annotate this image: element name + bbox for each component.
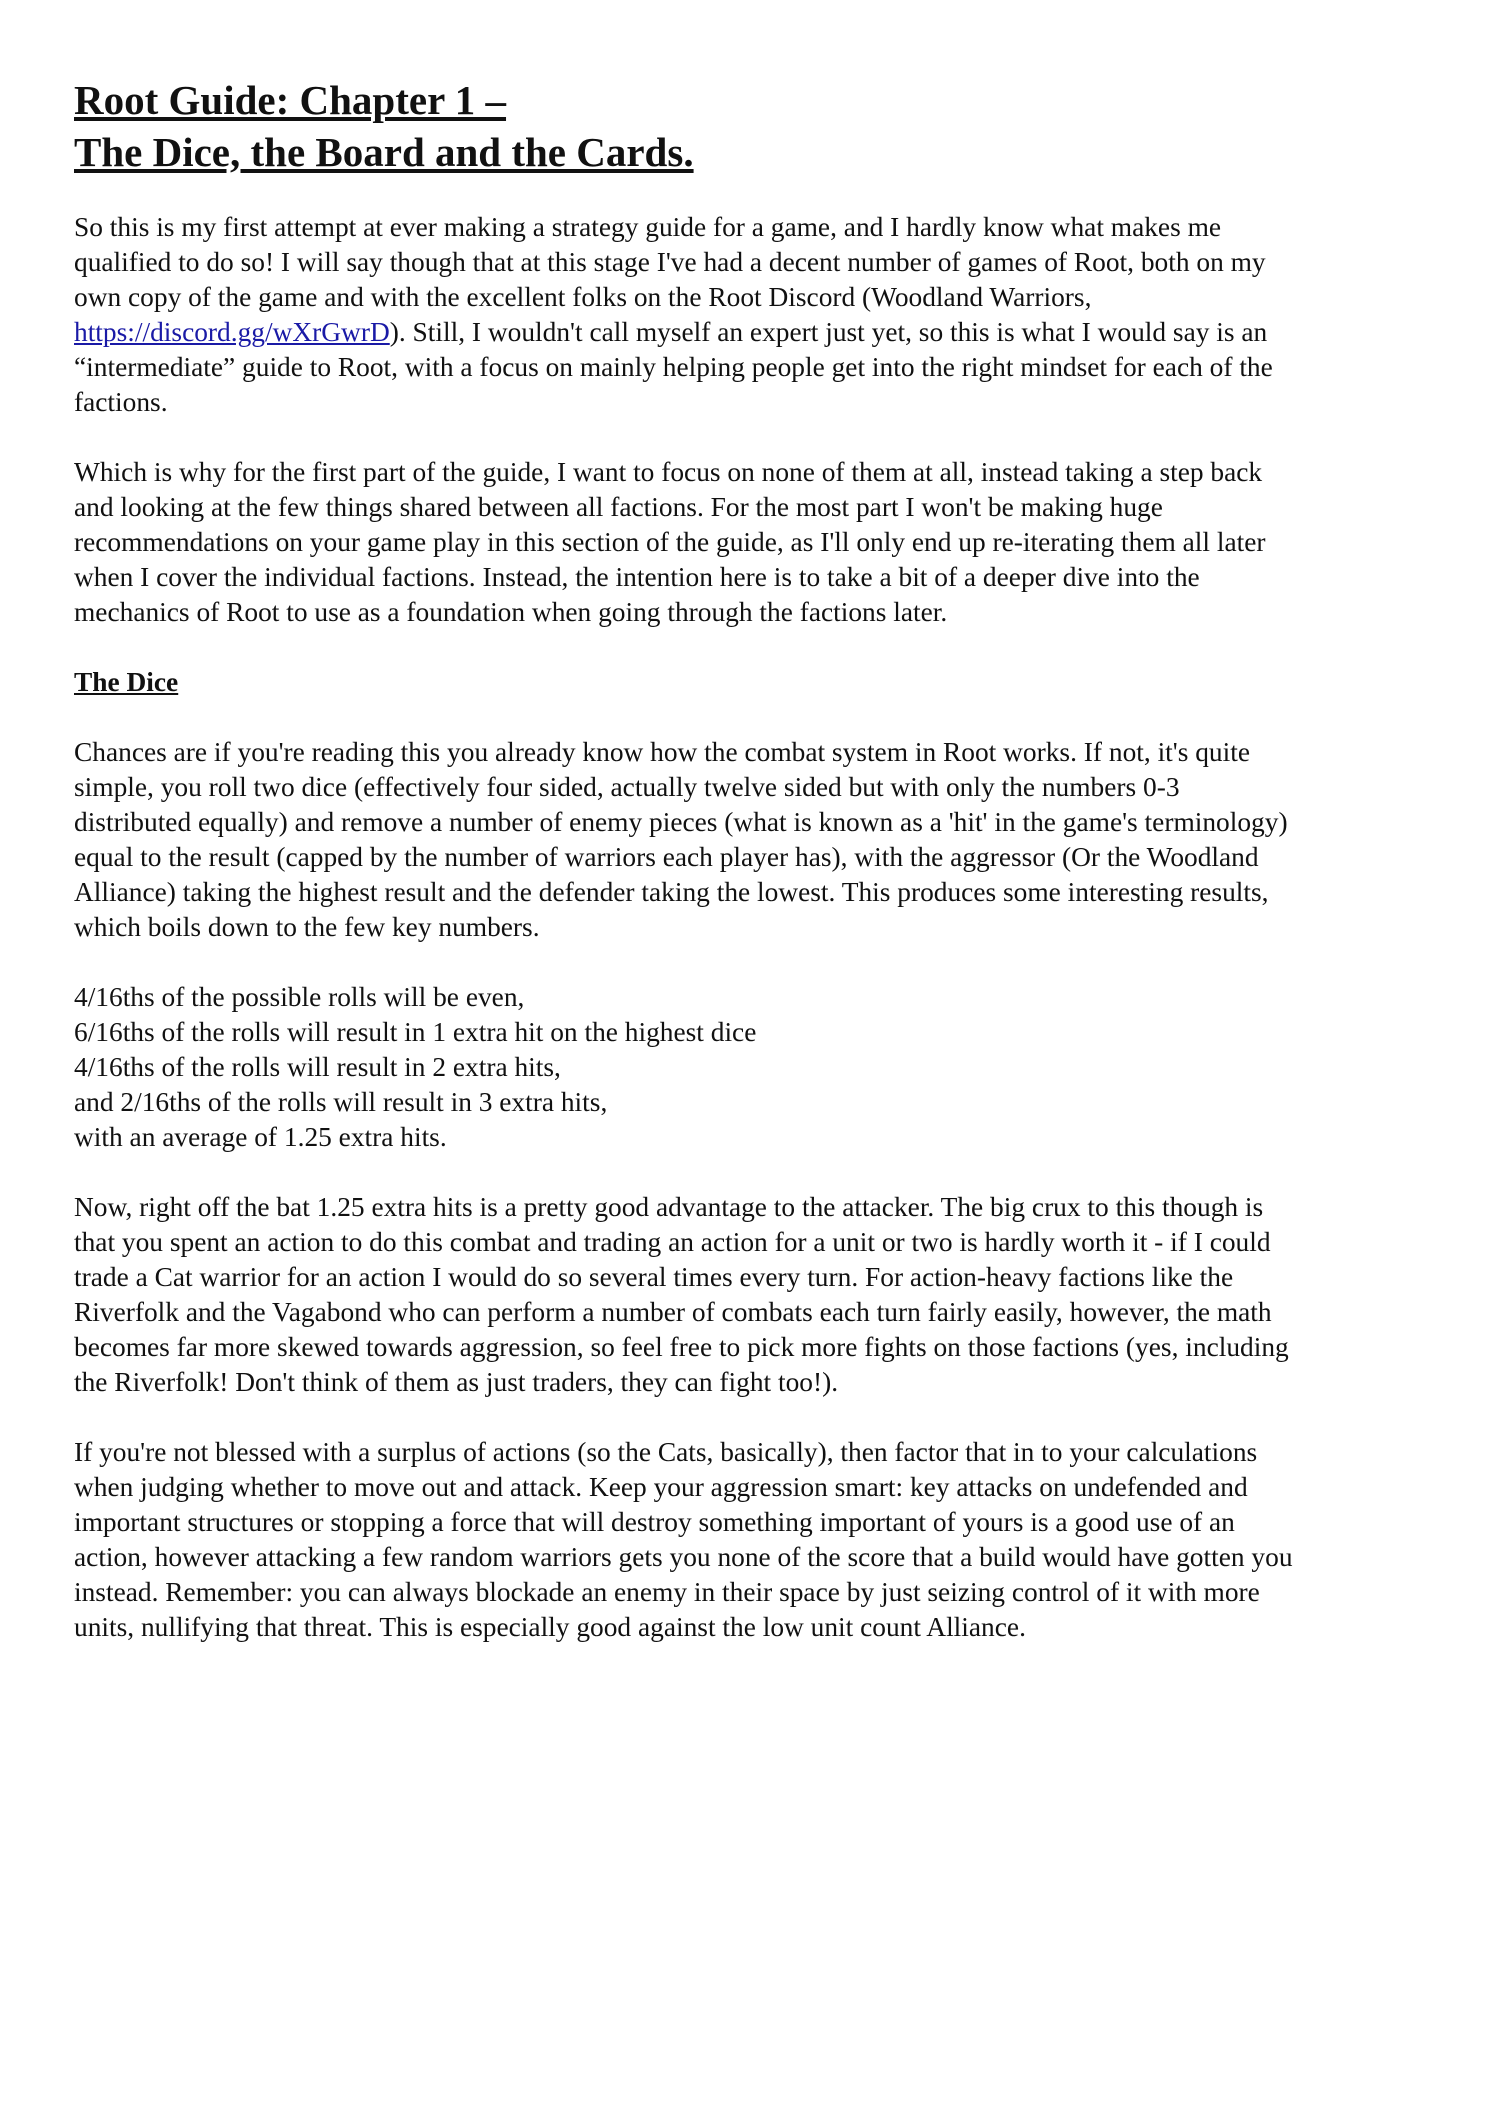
text-line: when judging whether to move out and attack. Keep your aggression smart: key attacks on undefended and <box>74 1472 1248 1502</box>
text-line: equal to the result (capped by the number of warriors each player has), with the aggressor (Or the Woodland <box>74 842 1259 872</box>
text-line: “intermediate” guide to Root, with a focus on mainly helping people get into the right mindset for each of the <box>74 352 1273 382</box>
text-line: recommendations on your game play in this section of the guide, as I'll only end up re-iterating them all later <box>74 527 1266 557</box>
dice-stats-list <box>74 980 1434 1155</box>
text-line: Alliance) taking the highest result and the defender taking the lowest. This produces some interesting results, <box>74 877 1269 907</box>
paragraph-5 <box>74 1435 1434 1645</box>
text-line: distributed equally) and remove a number of enemy pieces (what is known as a 'hit' in the game's terminology) <box>74 807 1288 837</box>
text-line: Which is why for the first part of the guide, I want to focus on none of them at all, instead taking a step back <box>74 457 1263 487</box>
stats-line: 4/16ths of the rolls will result in 2 extra hits, <box>74 1052 561 1082</box>
text-line: which boils down to the few key numbers. <box>74 912 540 942</box>
document-page <box>74 74 1434 1680</box>
text-line: simple, you roll two dice (effectively four sided, actually twelve sided but with only the numbers 0-3 <box>74 772 1180 802</box>
text-line: own copy of the game and with the excellent folks on the Root Discord (Woodland Warriors, <box>74 282 1092 312</box>
text-span: ). Still, I wouldn't call myself an expert just yet, so this is what I would say is an <box>389 317 1268 347</box>
text-line: the Riverfolk! Don't think of them as just traders, they can fight too!). <box>74 1367 839 1397</box>
text-line: units, nullifying that threat. This is especially good against the low unit count Alliance. <box>74 1612 1026 1642</box>
paragraph-3 <box>74 735 1434 945</box>
title-line: Root Guide: Chapter 1 – <box>74 77 507 123</box>
text-line: when I cover the individual factions. Instead, the intention here is to take a bit of a deeper dive into the <box>74 562 1200 592</box>
intro-paragraph <box>74 210 1434 420</box>
text-line: action, however attacking a few random warriors gets you none of the score that a build would have gotten you <box>74 1542 1293 1572</box>
text-line: mechanics of Root to use as a foundation when going through the factions later. <box>74 597 948 627</box>
text-line: Now, right off the bat 1.25 extra hits is a pretty good advantage to the attacker. The big crux to this though is <box>74 1192 1264 1222</box>
section-heading-dice: The Dice <box>74 667 179 697</box>
text-line: important structures or stopping a force that will destroy something important of yours is a good use of an <box>74 1507 1235 1537</box>
text-line: factions. <box>74 387 168 417</box>
text-line: trade a Cat warrior for an action I would do so several times every turn. For action-heavy factions like the <box>74 1262 1234 1292</box>
stats-line: 4/16ths of the possible rolls will be even, <box>74 982 525 1012</box>
text-line: qualified to do so! I will say though that at this stage I've had a decent number of games of Root, both on my <box>74 247 1266 277</box>
title-line: The Dice, the Board and the Cards. <box>74 129 694 175</box>
text-line: and looking at the few things shared between all factions. For the most part I won't be making huge <box>74 492 1163 522</box>
discord-link[interactable]: https://discord.gg/wXrGwrD <box>74 317 390 347</box>
paragraph-4 <box>74 1190 1434 1400</box>
paragraph-2 <box>74 455 1434 630</box>
text-line: instead. Remember: you can always blockade an enemy in their space by just seizing control of it with more <box>74 1577 1260 1607</box>
text-line: that you spent an action to do this combat and trading an action for a unit or two is hardly worth it - if I could <box>74 1227 1271 1257</box>
stats-line: with an average of 1.25 extra hits. <box>74 1122 447 1152</box>
text-line: Riverfolk and the Vagabond who can perform a number of combats each turn fairly easily, however, the math <box>74 1297 1272 1327</box>
text-line: becomes far more skewed towards aggression, so feel free to pick more fights on those factions (yes, including <box>74 1332 1289 1362</box>
text-line <box>74 315 1434 350</box>
text-line: Chances are if you're reading this you already know how the combat system in Root works. If not, it's quite <box>74 737 1251 767</box>
text-line: If you're not blessed with a surplus of actions (so the Cats, basically), then factor that in to your calculations <box>74 1437 1258 1467</box>
page-title <box>74 74 1434 178</box>
stats-line: 6/16ths of the rolls will result in 1 extra hit on the highest dice <box>74 1017 757 1047</box>
text-line: So this is my first attempt at ever making a strategy guide for a game, and I hardly know what makes me <box>74 212 1222 242</box>
stats-line: and 2/16ths of the rolls will result in 3 extra hits, <box>74 1087 608 1117</box>
